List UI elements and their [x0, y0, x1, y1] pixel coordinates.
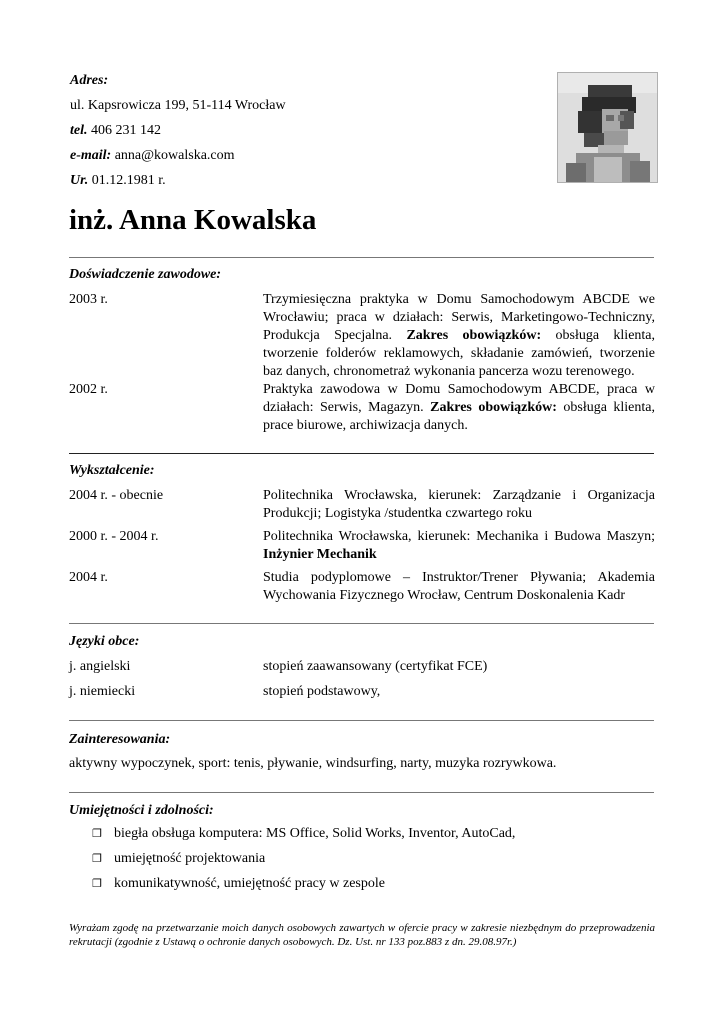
skill-text: komunikatywność, umiejętność pracy w zespole — [114, 876, 385, 891]
address-label-line — [70, 70, 510, 95]
checkbox-bullet-icon: ❐ — [92, 828, 102, 840]
language-1-name: j. angielski — [69, 659, 131, 674]
education-1-period: 2004 r. - obecnie — [69, 488, 164, 503]
photo-pixelated-image — [558, 73, 657, 182]
experience-section-title: Doświadczenie zawodowe: — [69, 267, 222, 282]
checkbox-bullet-icon: ❐ — [92, 853, 102, 865]
education-3-text: Studia podyplomowe – Instruktor/Trener Pływania; Akademia Wychowania Fizycznego Wrocław, Centrum Doskonalenia Kadr — [263, 570, 655, 603]
divider — [69, 792, 654, 793]
experience-1-description — [263, 291, 655, 381]
education-3-description — [263, 569, 655, 605]
divider — [69, 623, 654, 624]
divider — [69, 453, 654, 454]
interests-text: aktywny wypoczynek, sport: tenis, pływanie, windsurfing, narty, muzyka rozrywkowa. — [69, 756, 557, 771]
skill-text: umiejętność projektowania — [114, 851, 266, 866]
phone-label: tel. — [70, 123, 88, 138]
experience-1-period: 2003 r. — [69, 292, 108, 307]
born-value: 01.12.1981 r. — [91, 173, 166, 188]
skills-list — [92, 825, 515, 900]
education-1-text: Politechnika Wrocławska, kierunek: Zarządzanie i Organizacja Produkcji; Logistyka /studentka czwartego roku — [263, 488, 655, 521]
education-2-period: 2000 r. - 2004 r. — [69, 529, 159, 544]
address-value: ul. Kapsrowicza 199, 51-114 Wrocław — [70, 98, 286, 113]
phone-value: 406 231 142 — [91, 123, 161, 138]
consent-clause: Wyrażam zgodę na przetwarzanie moich danych osobowych zawartych w ofercie pracy w zakresie niezbędnym do przeprowadzenia rekrutacji (zgodnie z Ustawą o ochronie danych osobowych. Dz. Ust. nr 133 poz.883 z dn. 29.08.97r.) — [69, 922, 655, 948]
education-section-title: Wykształcenie: — [69, 463, 155, 478]
experience-1-duties-label: Zakres obowiązków: — [406, 328, 542, 343]
born-line — [70, 170, 510, 195]
interests-section-title: Zainteresowania: — [69, 732, 171, 747]
language-2-level: stopień podstawowy, — [263, 684, 381, 699]
language-1-level: stopień zaawansowany (certyfikat FCE) — [263, 659, 488, 674]
experience-2-description — [263, 381, 655, 435]
education-2-degree: Inżynier Mechanik — [263, 547, 377, 562]
list-item — [92, 875, 515, 900]
address-label: Adres: — [70, 73, 109, 88]
checkbox-bullet-icon: ❐ — [92, 878, 102, 890]
experience-1-text: Trzymiesięczna praktyka w Domu Samochodowym ABCDE we Wrocławiu; praca w działach: Serwis, Marketingowo-Techniczny, Produkcja Specjalna. — [263, 292, 655, 343]
education-1-description — [263, 487, 655, 523]
phone-line — [70, 120, 510, 145]
born-label: Ur. — [70, 173, 89, 188]
languages-section-title: Języki obce: — [69, 634, 140, 649]
address-line — [70, 95, 510, 120]
email-label: e-mail: — [70, 148, 112, 163]
divider — [69, 720, 654, 721]
education-3-period: 2004 r. — [69, 570, 108, 585]
skills-section-title: Umiejętności i zdolności: — [69, 803, 214, 818]
experience-2-duties: obsługa klienta, prace biurowe, archiwizacja danych. — [263, 400, 655, 433]
list-item — [92, 850, 515, 875]
education-2-text: Politechnika Wrocławska, kierunek: Mechanika i Budowa Maszyn; — [263, 529, 655, 544]
skill-text: biegła obsługa komputera: MS Office, Solid Works, Inventor, AutoCad, — [114, 826, 516, 841]
list-item — [92, 825, 515, 850]
experience-2-text: Praktyka zawodowa w Domu Samochodowym ABCDE, praca w działach: Serwis, Magazyn. — [263, 382, 655, 415]
experience-2-duties-label: Zakres obowiązków: — [430, 400, 557, 415]
contact-block — [70, 70, 510, 195]
experience-1-duties: obsługa klienta, tworzenie folderów reklamowych, składanie zamówień, tworzenie baz danych, chronometraż wykonania pancerza wozu terenowego. — [263, 328, 656, 379]
full-name: inż. Anna Kowalska — [69, 204, 317, 236]
email-line — [70, 145, 510, 170]
divider — [69, 257, 654, 258]
language-2-name: j. niemiecki — [69, 684, 136, 699]
experience-2-period: 2002 r. — [69, 382, 108, 397]
education-2-description — [263, 528, 655, 564]
profile-photo — [557, 72, 658, 183]
email-value: anna@kowalska.com — [114, 148, 235, 163]
